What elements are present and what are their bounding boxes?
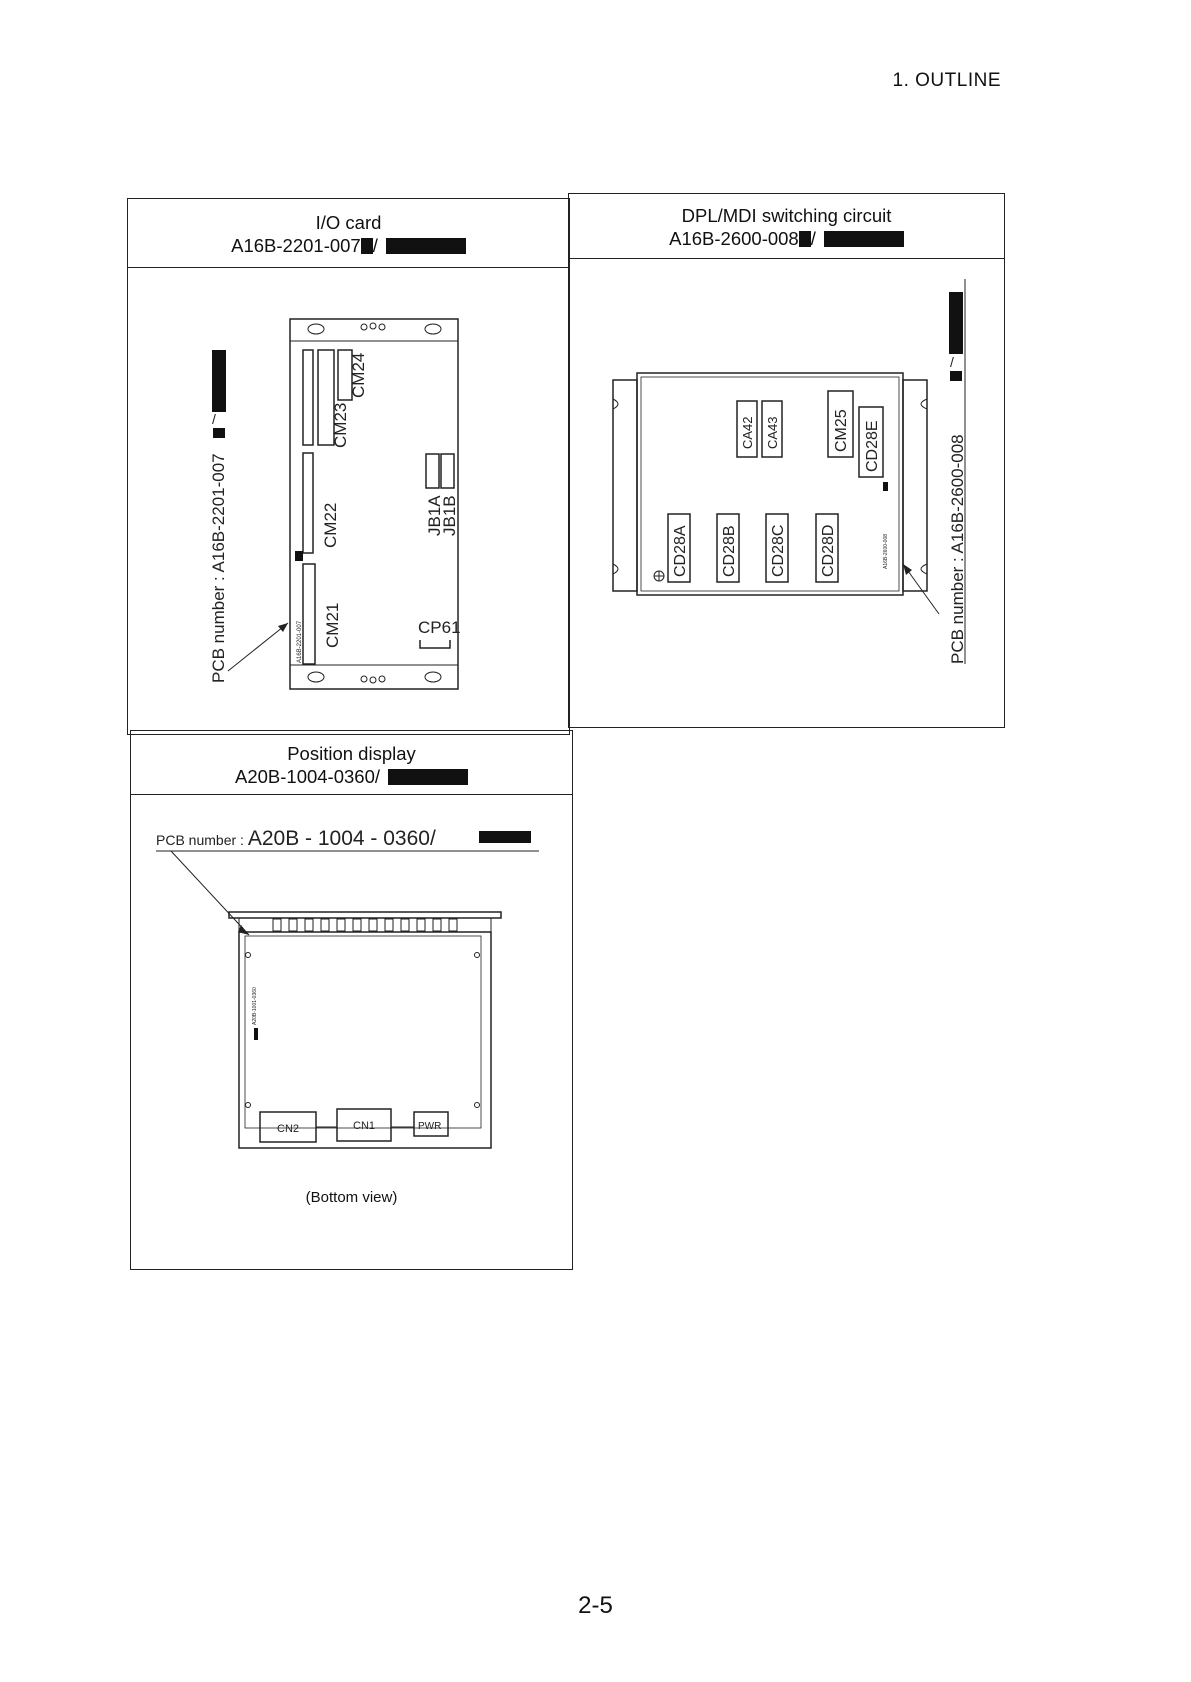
dpl-mdi-name: DPL/MDI switching circuit: [681, 205, 892, 226]
svg-text:/: /: [212, 411, 216, 427]
position-display-board: [239, 932, 491, 1148]
io-card-name: I/O card: [315, 212, 382, 233]
redaction-mark: [386, 238, 466, 254]
position-display-tiny-label: A20B-1001-0360: [252, 987, 258, 1025]
redaction-mark: [212, 350, 226, 412]
redaction-mark: [950, 371, 962, 381]
connector-cp61: CP61: [418, 618, 461, 637]
connector-cm25: CM25: [833, 409, 850, 452]
position-display-plate: [229, 912, 501, 918]
io-card-diagram: [128, 268, 568, 734]
connector-cn2: CN2: [277, 1123, 300, 1135]
connector-cm23: CM23: [331, 402, 350, 448]
dpl-mdi-tiny-label: A16B-2600-008: [883, 533, 889, 569]
dpl-mdi-diagram: [569, 259, 1003, 727]
connector-cd28a: CD28A: [672, 525, 689, 577]
io-card-pcb-label: PCB number : A16B-2201-007: [209, 453, 228, 683]
page-number: 2-5: [578, 1592, 613, 1619]
connector-jb1b: JB1B: [440, 495, 459, 536]
io-card-title: [128, 199, 569, 268]
dpl-mdi-title: [569, 194, 1004, 259]
connector-ca42: CA42: [740, 416, 755, 449]
redaction-mark: [824, 231, 904, 247]
connector-cm24: CM24: [349, 352, 368, 398]
position-display-pcb-label: PCB number : A20B - 1004 - 0360/: [156, 827, 436, 850]
connector-cd28b: CD28B: [721, 525, 738, 577]
position-display-caption: (Bottom view): [305, 1189, 398, 1206]
redaction-mark: [949, 292, 963, 354]
connector-ca43: CA43: [765, 416, 780, 449]
connector-cd28c: CD28C: [770, 524, 787, 577]
connector-cm22: CM22: [321, 502, 340, 548]
redaction-mark: [213, 428, 225, 438]
dpl-mdi-pcb-label: PCB number : A16B-2600-008: [948, 434, 967, 664]
connector-cm21: CM21: [323, 602, 342, 648]
connector-cd28d: CD28D: [820, 524, 837, 577]
position-display-cell: [130, 730, 573, 1270]
connector-jb1a: JB1A: [425, 495, 444, 536]
dpl-mdi-cell: [568, 193, 1005, 728]
position-display-part-number: A20B-1004-0360/: [131, 765, 572, 788]
connector-pwr: PWR: [418, 1121, 442, 1132]
redaction-mark: [388, 769, 468, 785]
connector-cd28e: CD28E: [864, 420, 881, 472]
position-display-name: Position display: [287, 743, 416, 764]
dpl-mdi-part-number: A16B-2600-008 /: [569, 227, 1004, 250]
redaction-mark: [799, 231, 811, 247]
io-card-part-number: A16B-2201-007 /: [128, 234, 569, 257]
io-card-tiny-label: A16B-2201-007: [297, 620, 303, 663]
position-display-title: [131, 731, 572, 795]
svg-text:/: /: [950, 354, 954, 370]
io-card-cell: [127, 198, 570, 735]
section-header: 1. OUTLINE: [892, 70, 1001, 91]
redaction-mark: [361, 238, 373, 254]
redaction-mark: [479, 831, 531, 843]
connector-cn1: CN1: [353, 1120, 376, 1132]
